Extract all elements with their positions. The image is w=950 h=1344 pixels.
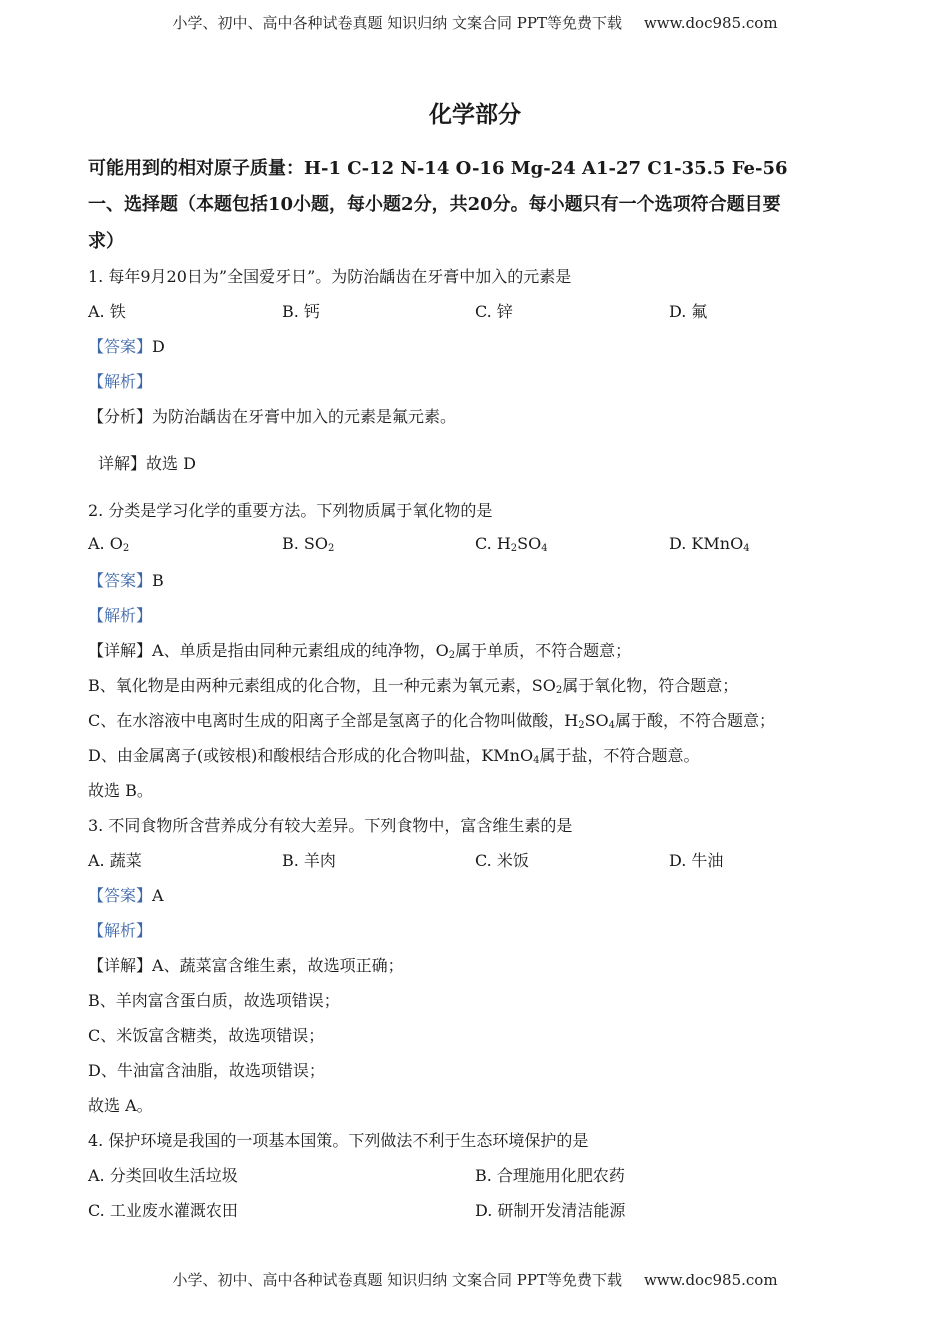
q2-option-c: C. $H_2SO_4$ bbox=[475, 534, 548, 554]
q3-detail-d: D、牛油富含油脂，故选项错误； bbox=[88, 1061, 325, 1080]
q2-option-a: A. $O_2$ bbox=[88, 534, 130, 554]
q4-stem: 4. 保护环境是我国的一项基本国策。下列做法不利于生态环境保护的是 bbox=[88, 1131, 589, 1150]
q1-stem: 1. 每年9月20日为”全国爱牙日”。为防治龋齿在牙膏中加入的元素是 bbox=[88, 267, 572, 286]
atomic-masses: 可能用到的相对原子质量：H-1 C-12 N-14 O-16 Mg-24 A1-27 C1-35.5 Fe-56 bbox=[88, 158, 788, 179]
answer-label: 【答案】 bbox=[88, 571, 153, 590]
q1-analysis-label: 【解析】 bbox=[88, 372, 153, 391]
q3-option-d: D. 牛油 bbox=[669, 851, 724, 870]
q3-stem: 3. 不同食物所含营养成分有较大差异。下列食物中，富含维生素的是 bbox=[88, 816, 573, 835]
q2-option-d: D. KMnO$_4$ bbox=[669, 534, 750, 554]
q1-analysis-tag: 【分析】 bbox=[88, 407, 153, 426]
q4-option-d: D. 研制开发清洁能源 bbox=[475, 1201, 626, 1220]
q2-conclusion: 故选 B。 bbox=[88, 781, 153, 800]
footer-text: 小学、初中、高中各种试卷真题 知识归纳 文案合同 PPT等免费下载 bbox=[172, 1271, 622, 1289]
q3-option-b: B. 羊肉 bbox=[282, 851, 336, 870]
q2-option-b: B. $SO_2$ bbox=[282, 534, 335, 554]
section-heading: 一、选择题（本题包括10小题，每小题2分，共20分。每小题只有一个选项符合题目要 bbox=[88, 194, 781, 215]
page-title: 化学部分 bbox=[429, 101, 521, 128]
q1-answer bbox=[88, 334, 165, 357]
q2-answer-value: B bbox=[152, 571, 164, 590]
q1-option-c: C. 锌 bbox=[475, 302, 513, 321]
header-text: 小学、初中、高中各种试卷真题 知识归纳 文案合同 PPT等免费下载 bbox=[172, 14, 622, 32]
q2-analysis-label: 【解析】 bbox=[88, 606, 153, 625]
q1-analysis-text: 为防治龋齿在牙膏中加入的元素是氟元素。 bbox=[152, 407, 457, 426]
q1-analysis bbox=[88, 404, 456, 427]
q1-answer-value: D bbox=[152, 337, 165, 356]
page-footer bbox=[0, 1269, 950, 1290]
q4-option-a: A. 分类回收生活垃圾 bbox=[88, 1166, 238, 1185]
q1-detail: 详解】故选 D bbox=[98, 454, 196, 473]
page-header bbox=[0, 12, 950, 33]
answer-label: 【答案】 bbox=[88, 886, 153, 905]
header-url[interactable]: www.doc985.com bbox=[643, 14, 778, 32]
q3-option-c: C. 米饭 bbox=[475, 851, 529, 870]
q3-detail-c: C、米饭富含糖类，故选项错误； bbox=[88, 1026, 325, 1045]
q2-detail-c: C、在水溶液中电离时生成的阳离子全部是氢离子的化合物叫做酸，$H_2SO_4$属于酸，不符合题意； bbox=[88, 711, 776, 731]
q2-detail-b: B、氧化物是由两种元素组成的化合物，且一种元素为氧元素，$SO_2$属于氧化物，符合题意； bbox=[88, 676, 739, 696]
q2-answer bbox=[88, 568, 164, 591]
q4-option-b: B. 合理施用化肥农药 bbox=[475, 1166, 625, 1185]
q3-option-a: A. 蔬菜 bbox=[88, 851, 142, 870]
q4-option-c: C. 工业废水灌溉农田 bbox=[88, 1201, 238, 1220]
q3-detail-a: 【详解】A、蔬菜富含维生素，故选项正确； bbox=[88, 956, 404, 975]
q3-answer-value: A bbox=[152, 886, 164, 905]
q1-option-d: D. 氟 bbox=[669, 302, 708, 321]
answer-label: 【答案】 bbox=[88, 337, 153, 356]
q3-detail-b: B、羊肉富含蛋白质，故选项错误； bbox=[88, 991, 340, 1010]
q1-option-b: B. 钙 bbox=[282, 302, 320, 321]
q3-conclusion: 故选 A。 bbox=[88, 1096, 153, 1115]
q3-answer bbox=[88, 883, 164, 906]
footer-url[interactable]: www.doc985.com bbox=[643, 1271, 778, 1289]
q1-option-a: A. 铁 bbox=[88, 302, 126, 321]
q2-detail-d: D、由金属离子(或铵根)和酸根结合形成的化合物叫盐，KMnO$_4$属于盐，不符合题意。 bbox=[88, 746, 700, 766]
section-heading-cont: 求） bbox=[88, 231, 124, 252]
q2-detail-a: 【详解】A、单质是指由同种元素组成的纯净物，$O_2$属于单质，不符合题意； bbox=[88, 641, 632, 661]
q3-analysis-label: 【解析】 bbox=[88, 921, 153, 940]
q2-stem: 2. 分类是学习化学的重要方法。下列物质属于氧化物的是 bbox=[88, 501, 493, 520]
